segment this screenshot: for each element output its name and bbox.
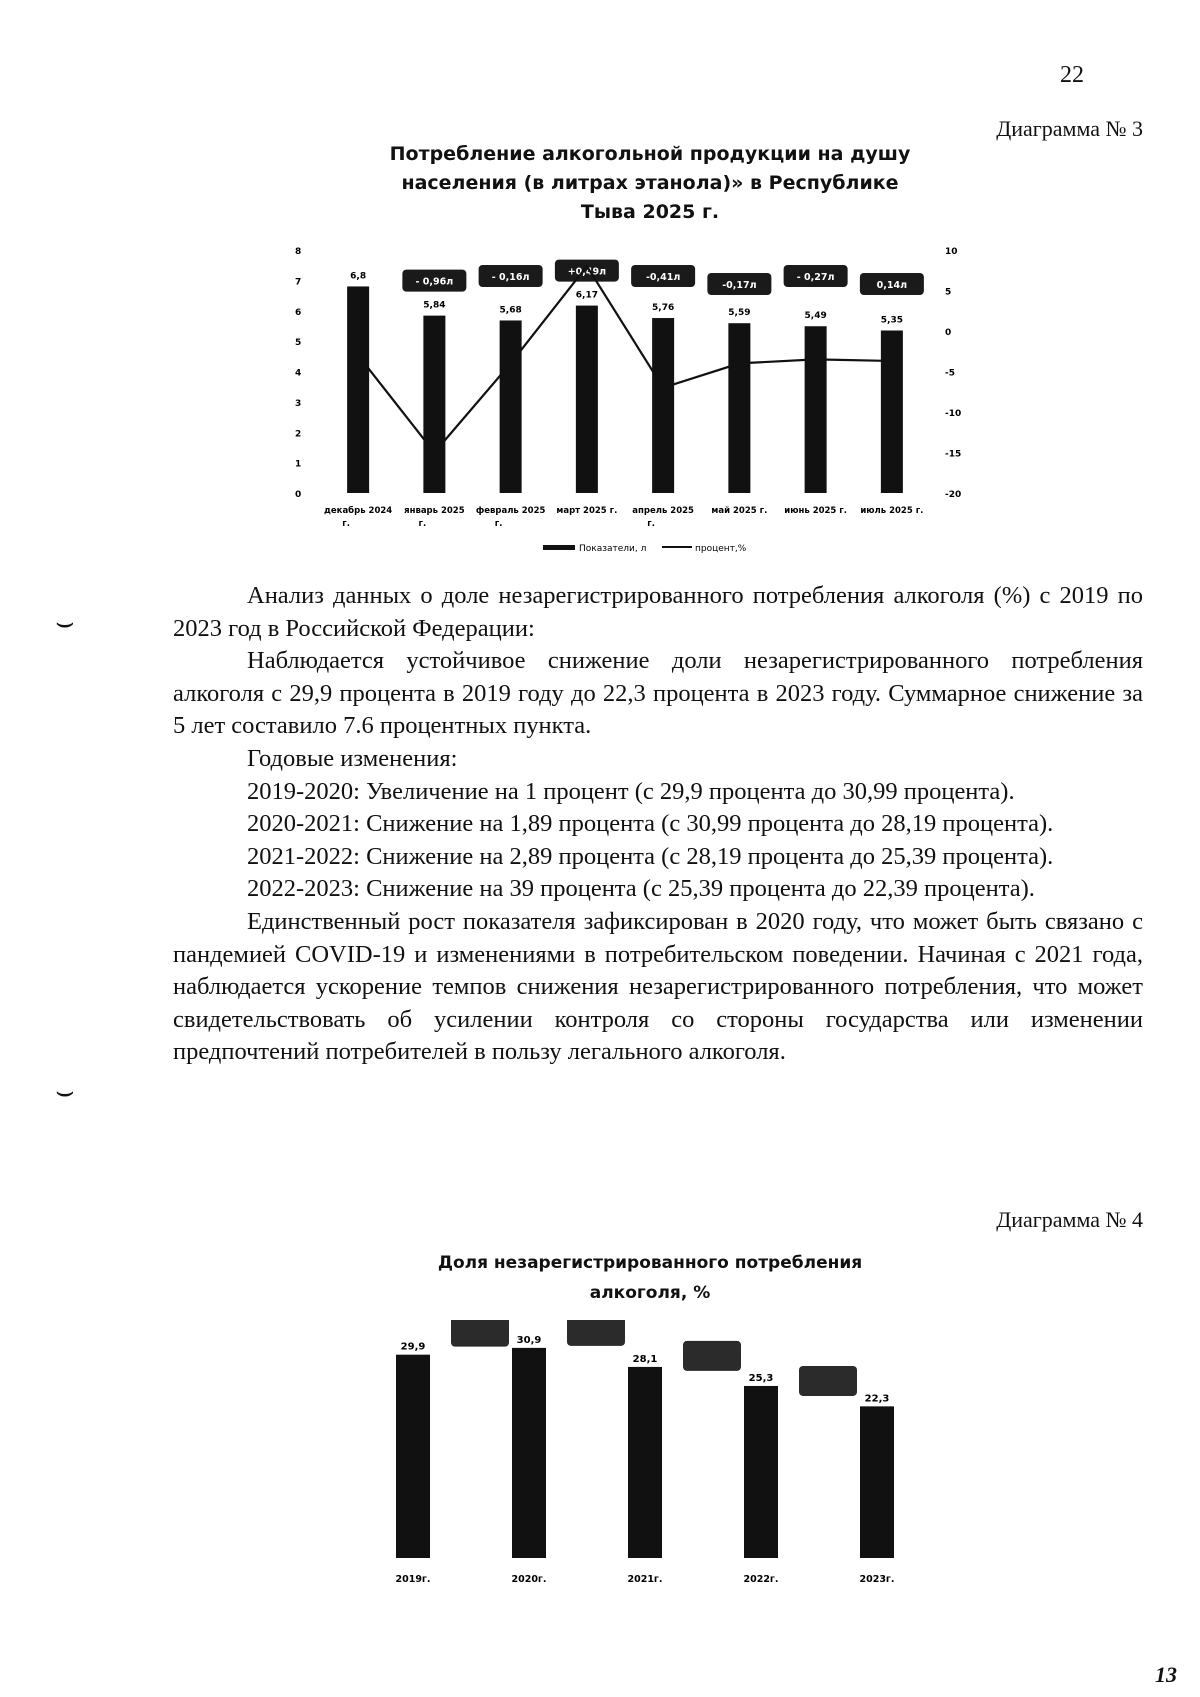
x-tick-label: май 2025 г. (711, 506, 768, 516)
x-tick-label: 2021г. (627, 1574, 663, 1585)
y-right-tick-label: -10 (945, 409, 962, 419)
bar (628, 1367, 662, 1558)
y-right-tick-label: 0 (945, 328, 952, 338)
paragraph: 2022-2023: Снижение на 39 процента (с 25,39 процента до 22,39 процента). (247, 875, 1035, 903)
change-badge-label: - 0,27л (796, 272, 835, 283)
page-number: 22 (1060, 62, 1084, 88)
corner-mark: 13 (1155, 1662, 1177, 1687)
diagram-4-label: Диаграмма № 4 (996, 1207, 1143, 1232)
change-badge (799, 1366, 857, 1396)
bar (347, 286, 369, 493)
bar-value-label: 6,17 (575, 290, 598, 301)
change-badge (451, 1320, 509, 1347)
x-tick-label: июль 2025 г. (860, 506, 924, 516)
bar (576, 306, 598, 493)
bar-value-label: 28,1 (632, 1353, 658, 1365)
bar (423, 316, 445, 493)
legend-line-label: процент,% (695, 544, 747, 554)
bar-value-label: 29,9 (400, 1341, 426, 1353)
chart-3-title-line-1: Потребление алкогольной продукции на душу (389, 143, 911, 165)
body-text (173, 580, 1143, 1069)
change-badge (567, 1320, 625, 1346)
paragraph: Анализ данных о доле незарегистрированного потребления алкоголя (%) с 2019 по 2023 год в Российской Федерации: (173, 582, 1143, 642)
change-badge (683, 1341, 741, 1371)
bar-value-label: 30,9 (516, 1334, 542, 1346)
y-right-tick-label: -5 (945, 368, 955, 379)
y-right-tick-label: 10 (945, 247, 958, 257)
paragraph: 2020-2021: Снижение на 1,89 процента (с 30,99 процента до 28,19 процента). (247, 810, 1054, 838)
x-tick-label: март 2025 г. (556, 506, 618, 516)
paragraph: Наблюдается устойчивое снижение доли незарегистрированного потребления алкоголя с 29,9 процента в 2019 году до 22,3 процента в 2023 году. Суммарное снижение за 5 лет составило 7.6 процентных пункта. (173, 647, 1143, 740)
chart-3 (290, 235, 990, 565)
x-tick-label: январь 2025 (404, 506, 465, 516)
x-tick-label: 2023г. (859, 1574, 895, 1585)
bar (500, 320, 522, 493)
bar (805, 326, 827, 493)
margin-mark: ⌣ (55, 1075, 75, 1108)
x-tick-label: 2019г. (395, 1574, 431, 1585)
bar (396, 1355, 430, 1558)
chart-3-title-line-2: населения (в литрах этанола)» в Республике (401, 172, 899, 194)
bar-value-label: 6,8 (350, 271, 367, 282)
chart-3-title-line-3: Тыва 2025 г. (580, 201, 720, 223)
bar-value-label: 5,59 (728, 308, 751, 319)
y-left-tick-label: 2 (295, 429, 302, 440)
change-badge-label: 0,14л (876, 280, 908, 291)
paragraph: Единственный рост показателя зафиксирован в 2020 году, что может быть связано с пандемией COVID-19 и изменениями в потребительском поведении. Начиная с 2021 года, наблюдается ускорение темпов снижения незарегистрированного потребления, что может свидетельствовать об усилении контроля со стороны государства или изменении предпочтений потребителей в пользу легального алкоголя. (173, 907, 1143, 1066)
bar-value-label: 5,84 (423, 300, 446, 311)
paragraph: Годовые изменения: (247, 744, 458, 772)
y-left-tick-label: 4 (295, 368, 302, 379)
paragraph: 2021-2022: Снижение на 2,89 процента (с 28,19 процента до 25,39 процента). (247, 842, 1054, 870)
y-right-tick-label: -15 (945, 449, 962, 460)
bar (728, 323, 750, 493)
y-left-tick-label: 1 (295, 459, 302, 470)
chart-4-title-line-1: Доля незарегистрированного потребления (437, 1253, 863, 1273)
x-tick-label: декабрь 2024 (324, 506, 393, 516)
chart-4 (360, 1320, 960, 1600)
change-badge-label: - 0,16л (491, 272, 530, 283)
change-badge-label: -0,41л (645, 272, 681, 283)
x-tick-label: февраль 2025 (475, 506, 546, 516)
paragraph: 2019-2020: Увеличение на 1 процент (с 29,9 процента до 30,99 процента). (247, 777, 1015, 805)
y-left-tick-label: 8 (295, 247, 302, 257)
y-right-tick-label: -20 (945, 490, 962, 500)
bar-value-label: 25,3 (748, 1372, 774, 1384)
legend-bar-swatch (543, 545, 575, 550)
y-right-tick-label: 5 (945, 287, 952, 298)
chart-3-title (380, 140, 920, 227)
bar (512, 1348, 546, 1558)
bar-value-label: 5,35 (880, 315, 903, 326)
y-left-tick-label: 3 (295, 398, 302, 409)
bar (652, 318, 674, 493)
x-tick-label: 2020г. (511, 1574, 547, 1585)
bar-value-label: 5,49 (804, 311, 827, 322)
x-tick-label: июнь 2025 г. (784, 506, 847, 516)
margin-mark: ⌣ (55, 606, 75, 639)
x-tick-label: апрель 2025 (632, 506, 694, 516)
y-left-tick-label: 7 (295, 277, 302, 288)
legend-bar-label: Показатели, л (579, 544, 647, 554)
y-left-tick-label: 0 (295, 490, 302, 500)
change-badge-label: - 0,96л (415, 276, 454, 288)
y-left-tick-label: 5 (295, 338, 302, 349)
y-left-tick-label: 6 (295, 307, 302, 318)
bar-value-label: 5,76 (652, 303, 675, 314)
bar-value-label: 22,3 (864, 1393, 890, 1405)
x-tick-label: г. (418, 519, 427, 529)
diagram-3-label: Диаграмма № 3 (996, 116, 1143, 141)
chart-4-title (400, 1248, 900, 1308)
chart-4-title-line-2: алкоголя, % (589, 1283, 711, 1303)
change-badge-label: +0,49л (567, 266, 607, 278)
x-tick-label: г. (494, 519, 503, 529)
x-tick-label: г. (342, 519, 350, 529)
bar (881, 330, 903, 493)
bar (860, 1406, 894, 1558)
bar-value-label: 5,68 (499, 305, 522, 316)
x-tick-label: 2022г. (743, 1574, 779, 1585)
bar (744, 1386, 778, 1558)
x-tick-label: г. (647, 519, 655, 529)
change-badge-label: -0,17л (722, 280, 757, 291)
